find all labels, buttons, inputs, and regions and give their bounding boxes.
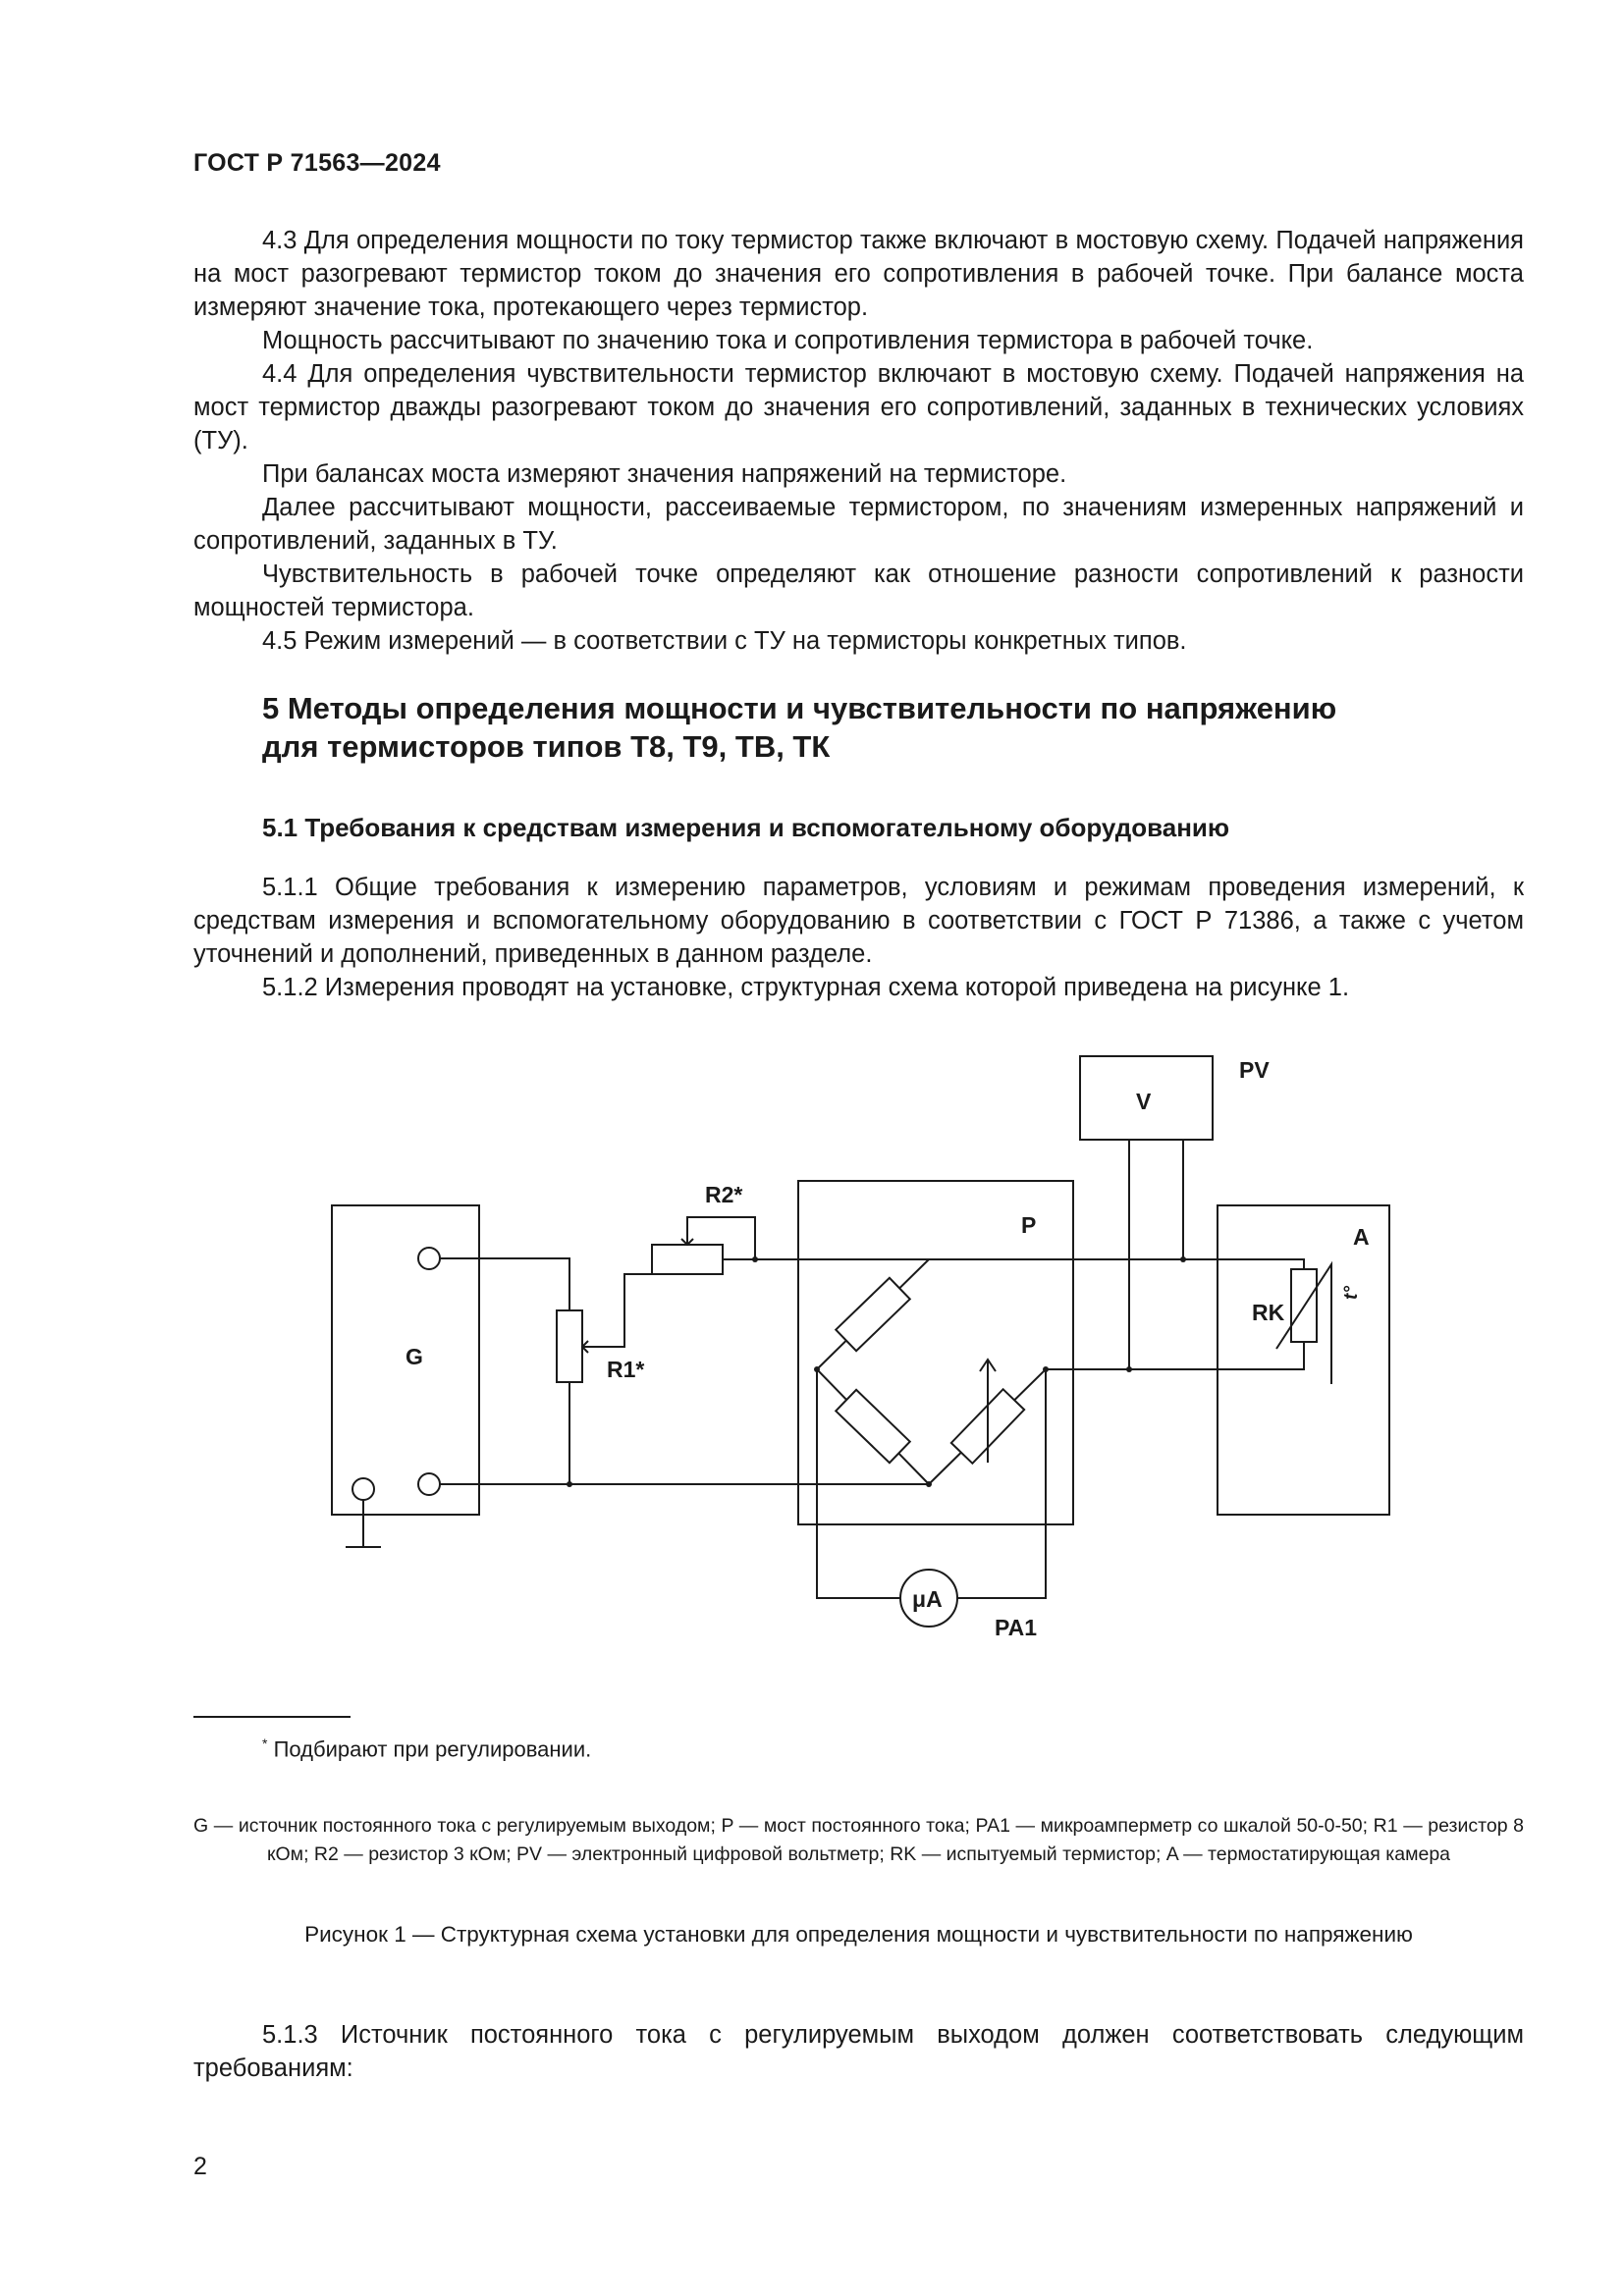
section-5-heading	[262, 689, 1499, 766]
label-t: t°	[1341, 1286, 1362, 1300]
paragraph: При балансах моста измеряют значения напряжений на термисторе.	[262, 460, 1067, 488]
wire-top	[440, 1258, 569, 1310]
footnote	[262, 1735, 591, 1762]
footnote-text: Подбирают при регулировании.	[273, 1736, 592, 1762]
section-5-heading-line2: для термисторов типов Т8, Т9, ТВ, ТК	[262, 729, 831, 764]
figure-1-circuit	[314, 1036, 1414, 1669]
paragraph: Чувствительность в рабочей точке определяют как отношение разности сопротивлений к разности мощностей термистора.	[193, 561, 1524, 621]
circuit-diagram	[314, 1036, 1414, 1664]
footnote-rule	[193, 1716, 351, 1718]
junction-dot	[567, 1481, 572, 1487]
voltmeter-leads	[1129, 1140, 1183, 1369]
r2-wiper	[687, 1217, 755, 1258]
junction-dot	[926, 1481, 932, 1487]
paragraph: Далее рассчитывают мощности, рассеиваемые термистором, по значениям измеренных напряжений и сопротивлений, заданных в ТУ.	[193, 494, 1524, 555]
label-pv: PV	[1239, 1057, 1270, 1083]
label-r2: R2*	[705, 1182, 743, 1207]
bridge-arm-2	[836, 1390, 910, 1463]
paragraph: 5.1.2 Измерения проводят на установке, структурная схема которой приведена на рисунке 1.	[262, 974, 1350, 1001]
paragraph: 5.1.3 Источник постоянного тока с регулируемым выходом должен соответствовать следующим требованиям:	[193, 2021, 1524, 2082]
label-v: V	[1136, 1089, 1152, 1114]
junction-dot	[1043, 1366, 1049, 1372]
terminal-top	[418, 1248, 440, 1269]
section5-text	[193, 871, 1524, 1004]
label-a: A	[1353, 1224, 1370, 1250]
section5-continued-text	[193, 2018, 1524, 2085]
label-microamp: μA	[912, 1586, 943, 1612]
figure-caption: Рисунок 1 — Структурная схема установки для определения мощности и чувствительности по напряжению	[304, 1922, 1413, 1947]
paragraph: 4.5 Режим измерений — в соответствии с ТУ на термисторы конкретных типов.	[262, 627, 1187, 655]
label-g: G	[406, 1344, 423, 1369]
resistor-r2	[652, 1245, 723, 1274]
junction-dot	[1126, 1366, 1132, 1372]
footnote-mark: *	[262, 1735, 268, 1751]
ground-terminal	[352, 1478, 374, 1500]
bridge-arm-1	[836, 1278, 910, 1351]
section4-text	[193, 224, 1524, 658]
paragraph: 4.3 Для определения мощности по току термистор также включают в мостовую схему. Подачей напряжения на мост разогревают термистор током до значения его сопротивления в рабочей точке. При балансе моста измеряют значение тока, протекающего через термистор.	[193, 227, 1524, 321]
paragraph: Мощность рассчитывают по значению тока и сопротивления термистора в рабочей точке.	[262, 327, 1314, 354]
r1-wiper	[582, 1274, 652, 1347]
label-rk: RK	[1252, 1300, 1285, 1325]
page-number: 2	[193, 2153, 207, 2180]
junction-dot	[814, 1366, 820, 1372]
label-pa1: PA1	[995, 1615, 1038, 1640]
document-header: ГОСТ Р 71563—2024	[193, 149, 441, 177]
figure-legend: G — источник постоянного тока с регулируемым выходом; P — мост постоянного тока; PA1 — микроамперметр со шкалой 50-0-50; R1 — резистор 8 кОм; R2 — резистор 3 кОм; PV — электронный цифровой вольтметр; RK — испытуемый термистор; A — термостатирующая камера	[193, 1815, 1524, 1865]
subsection-5-1-heading: 5.1 Требования к средствам измерения и вспомогательному оборудованию	[262, 813, 1230, 842]
label-r1: R1*	[607, 1357, 645, 1382]
paragraph: 4.4 Для определения чувствительности термистор включают в мостовую схему. Подачей напряжения на мост термистор дважды разогревают током до значения его сопротивлений, заданных в технических условиях (ТУ).	[193, 360, 1524, 454]
terminal-bottom	[418, 1473, 440, 1495]
label-p: P	[1021, 1212, 1037, 1238]
junction-dot	[1180, 1256, 1186, 1262]
resistor-r1	[557, 1310, 582, 1382]
paragraph: 5.1.1 Общие требования к измерению параметров, условиям и режимам проведения измерений, к средствам измерения и вспомогательному оборудованию в соответствии с ГОСТ Р 71386, а также с учетом уточнений и дополнений, приведенных в данном разделе.	[193, 874, 1524, 968]
ground-symbol	[346, 1500, 381, 1547]
section-5-heading-line1: 5 Методы определения мощности и чувствительности по напряжению	[262, 691, 1337, 725]
junction-dot	[752, 1256, 758, 1262]
